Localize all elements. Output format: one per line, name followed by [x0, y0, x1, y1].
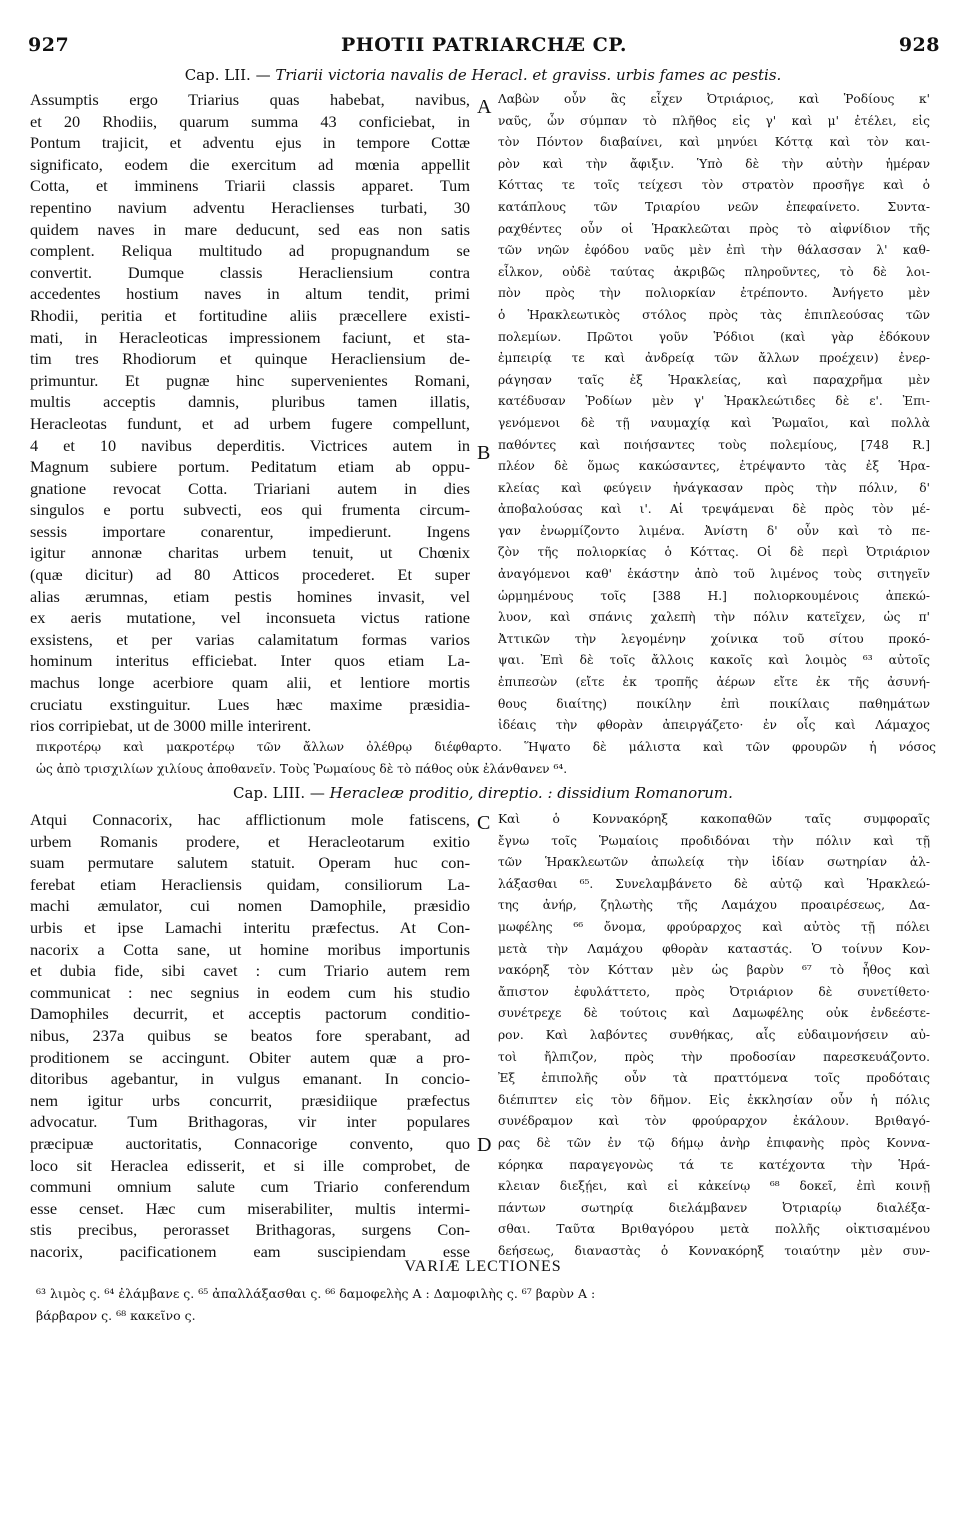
- text-line: exsistens, et per varias calamitatum formas varios: [30, 629, 470, 649]
- greek-column-chapter-53: [498, 809, 930, 1262]
- text-line: Assumptis ergo Triarius quas habebat, navibus,: [30, 90, 470, 109]
- variae-lectiones: [36, 1283, 936, 1327]
- text-line: δεήσεως, διαναστὰς ὁ Κοννακόρηξ τοιαύτην μὲν συν-: [498, 1243, 930, 1258]
- text-line: communicat : nec segnius in eodem cum his studio: [30, 982, 470, 1002]
- text-line: igitur annonæ charitas urbem tenuit, ut Chœnix: [30, 543, 470, 563]
- text-line: significato, eodem die exercitum ad mœnia appellit: [30, 154, 470, 174]
- text-line: Καὶ ὁ Κοννακόρηξ κακοπαθῶν ταῖς συμφοραῖς: [498, 812, 930, 826]
- text-line: Atqui Connacorix, hac afflictionum mole fatiscens,: [30, 810, 470, 829]
- text-line: ἄπιστον ἐφυλάττετο, πρὸς Ὀτριάριον δὲ συνετίθετο·: [498, 984, 930, 999]
- variae-line-1: ⁶³ λιμὸς ς. ⁶⁴ ἐλάμβανε ς. ⁶⁵ ἀπαλλάξασθαι ς. ⁶⁶ δαμοφελὴς A : Δαμοφιλὴς ς. ⁶⁷ βαρὺν A :: [36, 1286, 596, 1301]
- text-line: nacorix, pacificationem eam suscipiendam esse: [30, 1241, 470, 1261]
- text-line: Pontum trajicit, et adventu ejus in tempore Cottæ: [30, 133, 470, 153]
- text-line: πικροτέρῳ καὶ μακροτέρῳ τῶν ἄλλων ὀλέθρῳ διέφθαρτο. Ἥψατο δὲ μάλιστα καὶ τῶν φρουρῶν ἡ νόσος: [36, 740, 936, 754]
- text-line: rios corripiebat, ut de 3000 mille interirent.: [30, 716, 312, 736]
- chapter-53-heading: [0, 784, 966, 802]
- text-line: ἀποβαλούσας καὶ ι'. Αἱ τρεψάμεναι δὲ πρὸς τὸν μέ-: [498, 502, 930, 517]
- text-line: ferebat etiam Heracliensis quidam, consiliorum La-: [30, 874, 470, 894]
- text-line: accedentes hostium naves in altum tendit, primi: [30, 284, 470, 304]
- text-line: et dubia fide, sibi cavet : cum Triario autem rem: [30, 961, 470, 981]
- text-line: urbis et ipse Lamachi interitu præfectus. At Con-: [30, 917, 470, 937]
- margin-marker-a: A: [477, 96, 492, 118]
- text-line: ἔγνω τοῖς Ῥωμαίοις προδιδόναι τὴν πόλιν καὶ τῇ: [498, 833, 930, 848]
- text-line: alias ærumnas, etiam pestis homines invasit, vel: [30, 586, 470, 606]
- text-line: machus longe acerbiore quam alii, et lentiore mortis: [30, 673, 470, 693]
- chapter-52-title: Triarii victoria navalis de Heracl. et graviss. urbis fames ac pestis.: [275, 66, 782, 84]
- text-line: πὸν πρὸς τὴν πολιορκίαν ἐτρέποντο. Ἀνήγετο μὲν: [498, 286, 930, 301]
- text-line: stis precibus, perorasset Brithagoras, surgens Con-: [30, 1220, 470, 1240]
- latin-column-chapter-52: [30, 89, 470, 737]
- chapter-52-label: Cap. LII. —: [184, 66, 271, 84]
- text-line: τοὶ ἤλπιζον, πρὸς τὴν προδοσίαν παρεσκευάζοντο.: [498, 1049, 930, 1064]
- text-line: loco sit Heraclea edisserit, et si ille comprobet, de: [30, 1155, 470, 1175]
- text-line: πλέον δὲ ὅμως κακώσαντες, ἐτρέψαντο τὰς ἐξ Ἡρα-: [498, 459, 930, 474]
- text-line: tim tres Rhodiorum et quinque Heracliensium de-: [30, 349, 470, 369]
- text-line: ὡς ἀπὸ τρισχιλίων χιλίους ἀποθανεῖν. Τοὺς Ῥωμαίους δὲ τὸ πάθος οὐκ ἐλάνθανεν ⁶⁴.: [36, 761, 568, 776]
- text-line: τὸν Πόντον διαβαίνει, καὶ μηνύει Κόττᾳ καὶ τὸν και-: [498, 135, 930, 150]
- text-line: κατάπλους τῶν Τριαρίου νεῶν ἐπεφαίνετο. Συντα-: [498, 199, 930, 214]
- text-line: κατέδυσαν Ῥοδίων μὲν γ' Ἡρακλεώτιδες δὲ ε'. Ἐπι-: [498, 394, 930, 409]
- text-line: ρὸν καὶ τὴν ἄφιξιν. Ὑπὸ δὲ τὴν αὐτὴν ἡμέραν: [498, 156, 930, 171]
- text-line: nibus, 237a quibus se beatos fore sperabant, ad: [30, 1025, 470, 1045]
- text-line: Cotta, et imminens Triarii classis apparet. Tum: [30, 176, 470, 196]
- text-line: παθόντες καὶ ποιήσαντες τοὺς πολεμίους, [748 R.]: [498, 437, 930, 452]
- text-line: mati, in Heracleoticas impressionem faciunt, et sta-: [30, 327, 470, 347]
- variae-line-2: βάρβαρον ς. ⁶⁸ κακεῖνο ς.: [36, 1308, 196, 1323]
- text-line: nem igitur urbs concurrit, præsidiique præfectus: [30, 1090, 470, 1110]
- text-line: Magnum subiere portum. Peditatum etiam ab oppu-: [30, 457, 470, 477]
- text-line: λυον, καὶ σπάνις χαλεπὴ τὴν πόλιν κατεῖχεν, ὡς π': [498, 610, 930, 625]
- text-line: ὁ Ἡρακλεωτικὸς στόλος πρὸς τὰς ἐπιπλεούσας τῶν: [498, 307, 930, 322]
- variae-lectiones-title: VARIÆ LECTIONES: [404, 1258, 562, 1275]
- text-line: ραχθέντες οὖν οἱ Ἡρακλεῶται πρὸς τὸ αἰφνίδιον τῆς: [498, 221, 930, 236]
- text-line: præcipuæ auctoritatis, Connacorige convento, quo: [30, 1133, 470, 1153]
- text-line: της ἀνήρ, ζηλωτὴς τῆς Λαμάχου προαιρέσεως, Δα-: [498, 898, 930, 913]
- text-line: πολεμίων. Πρῶτοι γοῦν Ῥόδιοι (καὶ γὰρ ἐδόκουν: [498, 329, 930, 344]
- margin-marker-d: D: [477, 1134, 492, 1156]
- text-line: repentino navium adventu Heraclienses turbati, 30: [30, 197, 470, 217]
- text-line: σθαι. Ταῦτα Βριθαγόρου μετὰ πολλῆς οἰκτισαμένου: [498, 1222, 930, 1237]
- text-line: ρας δὲ τῶν ἐν τῷ δήμῳ ἀνὴρ ἐπιφανὴς πρὸς Κοννα-: [498, 1135, 930, 1150]
- text-line: ditoribus agebantur, in vulgus emanant. In concio-: [30, 1069, 470, 1089]
- text-line: τῶν Ἡρακλεωτῶν ἀπωλείᾳ τὴν ἰδίαν σωτηρίαν ἀλ-: [498, 855, 930, 870]
- text-line: εἷλκον, οὐδὲ ταύτας ἀκριβῶς πληροῦντες, τὸ δὲ λοι-: [498, 264, 930, 279]
- text-line: ζὸν τῆς πολιορκίας ὁ Κόττας. Οἱ δὲ περὶ Ὀτριάριον: [498, 545, 930, 560]
- text-line: κόρηκα παραγεγονὼς τά τε κατέχοντα τὴν Ἡρά-: [498, 1157, 930, 1172]
- text-line: proditionem se accingunt. Obiter autem quæ a pro-: [30, 1047, 470, 1067]
- page-number-right: 928: [898, 34, 940, 56]
- running-title: PHOTII PATRIARCHÆ CP.: [341, 34, 627, 56]
- text-line: ἀναγόμενοι καθ' ἑκάστην ἀπὸ τοῦ λιμένος τοὺς σιτηγεῖν: [498, 567, 930, 582]
- text-line: et 20 Rhodiis, quarum summa 43 conficiebat, in: [30, 111, 470, 131]
- latin-column-chapter-53: [30, 809, 470, 1262]
- text-line: λάξασθαι ⁶⁵. Συνελαμβάνετο δὲ αὐτῷ καὶ Ἡρακλεώ-: [498, 876, 930, 891]
- margin-marker-c: C: [477, 812, 491, 834]
- text-line: convertit. Dumque classis Heracliensium contra: [30, 262, 470, 282]
- page-header: [28, 34, 940, 60]
- text-line: Damophiles decurrit, et acceptis pactorum conditio-: [30, 1004, 470, 1024]
- text-line: Λαβὼν οὖν ἃς εἶχεν Ὀτριάριος, καὶ Ῥοδίους κ': [498, 92, 930, 106]
- text-line: ἰδέαις τὴν φθορὰν ἀπειργάζετο· ἐν οἷς καὶ Λάμαχος: [498, 718, 930, 733]
- text-line: nacorix a Cotta sane, ut homine moribus importunis: [30, 939, 470, 959]
- text-line: πάντων σωτηρίᾳ διελάμβανεν Ὀτριαρίῳ διαλέξα-: [498, 1200, 930, 1215]
- text-line: ναῦς, ὧν σύμπαν τὸ πλῆθος εἰς γ' καὶ μ' ἐτέλει, εἰς: [498, 113, 930, 128]
- text-line: primuntur. Et pugnæ hinc supervenientes Romani,: [30, 370, 470, 390]
- text-line: ψαι. Ἐπὶ δὲ τοῖς ἄλλοις κακοῖς καὶ λοιμὸς ⁶³ αὐτοῖς: [498, 653, 930, 668]
- page-number-left: 927: [28, 34, 70, 56]
- margin-marker-b: B: [477, 442, 491, 464]
- text-line: (quæ dicitur) ad 80 Atticos procederet. Et super: [30, 565, 470, 585]
- text-line: ἐπιπεσὼν (εἴτε ἐκ τροπῆς ἀέρων εἴτε ἐκ τῆς ἀσυνή-: [498, 675, 930, 690]
- text-line: Heracleotas fundunt, et ad urbem fugere compellunt,: [30, 413, 470, 433]
- text-line: Rhodii, peritia et fortitudine aliis præcellere existi-: [30, 305, 470, 325]
- text-line: διέπιπτεν εἰς τὸν δῆμον. Εἰς ἐκκλησίαν οὖν ἡ πόλις: [498, 1092, 930, 1107]
- text-line: ράγησαν ταῖς ἐξ Ἡρακλείας, καὶ παραχρῆμα μὲν: [498, 372, 930, 387]
- text-line: ὡρμημένους τοῖς [388 H.] πολιορκουμένοις ἀπεκώ-: [498, 588, 930, 603]
- text-line: machi æmulator, cui nomen Damophile, præsidio: [30, 896, 470, 916]
- chapter-53-label: Cap. LIII. —: [233, 784, 325, 802]
- greek-full-width-continuation: [36, 737, 936, 780]
- text-line: complent. Reliqua multitudo ad propugnandum se: [30, 241, 470, 261]
- text-line: νακόρηξ τὸν Κότταν μὲν ὡς βαρὺν ⁶⁷ τὸ ἦθος καὶ: [498, 963, 930, 978]
- text-line: quidem naves in mare deducunt, sed eas non satis: [30, 219, 470, 239]
- text-line: συνέτρεχε δὲ τούτοις καὶ Δαμωφέλης οὐκ ἐνδεέστε-: [498, 1006, 930, 1021]
- text-line: συνέδραμον καὶ τὸν φρούραρχον ἐκάλουν. Βριθαγό-: [498, 1114, 930, 1129]
- text-line: κλειαν διεξῄει, καὶ εἰ κἀκείνῳ ⁶⁸ δοκεῖ, ἐπὶ κοινῇ: [498, 1179, 930, 1194]
- text-line: ex aeris mutatione, vel inconsueta victus ratione: [30, 608, 470, 628]
- greek-column-chapter-52: [498, 89, 930, 737]
- text-line: κλείας καὶ φεύγειν ἠνάγκασαν πρὸς τὴν πόλιν, δ': [498, 480, 930, 495]
- text-line: suam permutare salutem statuit. Operam huc con-: [30, 853, 470, 873]
- text-line: μετὰ τὴν Λαμάχου φθορὰν καταστάς. Ὁ τοίνυν Κον-: [498, 941, 930, 956]
- text-line: Κόττας τε τοῖς τείχεσι τὸν στρατὸν προσῆγε καὶ ὁ: [498, 178, 930, 193]
- chapter-52-heading: [0, 66, 966, 84]
- text-line: ἐμπειρίᾳ τε καὶ ἀνδρείᾳ τῶν ἄλλων προέχειν) ἐνερ-: [498, 351, 930, 366]
- text-line: multis acceptis damnis, pluribus tamen illatis,: [30, 392, 470, 412]
- text-line: Ἀττικῶν τὴν λεγομένην χοίνικα τοῦ σίτου προκό-: [498, 631, 930, 646]
- text-line: cruciatu exstinguitur. Lues hæc maxime præsidia-: [30, 694, 470, 714]
- text-line: singulos e portu subvecti, eos qui frumenta circum-: [30, 500, 470, 520]
- text-line: hominum interitus efficiebat. Inter quos etiam La-: [30, 651, 470, 671]
- text-line: γενόμενοι δὲ τῇ ναυμαχίᾳ καὶ Ῥωμαῖοι, καὶ πολλὰ: [498, 415, 930, 430]
- text-line: sessis importare conarentur, impedierunt. Ingens: [30, 521, 470, 541]
- text-line: Ἐξ ἐπιπολῆς οὖν τὰ πραττόμενα τοῖς προδόταις: [498, 1071, 930, 1086]
- text-line: 4 et 10 navibus deperditis. Victrices autem in: [30, 435, 470, 455]
- text-line: communi omnium salute cum Triario conferendum: [30, 1177, 470, 1197]
- text-line: gnatione revocat Cotta. Triariani autem in dies: [30, 478, 470, 498]
- text-line: θους διαίτης) ποικίλην ἐπὶ ποικίλαις παθημάτων: [498, 696, 930, 711]
- text-line: μωφέλης ⁶⁶ ὄνομα, φρούραρχος καὶ αὐτὸς τῇ πόλει: [498, 919, 930, 934]
- text-line: urbem Romanis prodere, et Heracleotarum exitio: [30, 831, 470, 851]
- chapter-53-title: Heracleæ proditio, direptio. : dissidium Romanorum.: [329, 784, 733, 802]
- text-line: esse censet. Hæc cum miserabiliter, multis intermi-: [30, 1198, 470, 1218]
- text-line: γαν ἐνωρμίζοντο λιμένα. Ἀνίστη δ' οὖν καὶ τὸ πε-: [498, 523, 930, 538]
- text-line: advocatur. Tum Brithagoras, vir inter populares: [30, 1112, 470, 1132]
- text-line: τῶν νηῶν ἐφόδου ναῦς μὲν ἐπὶ τὴν θάλασσαν λ' καθ-: [498, 243, 930, 258]
- text-line: ρον. Καὶ λαβόντες συνθήκας, αἷς εὐδαιμονήσειν αὐ-: [498, 1027, 930, 1042]
